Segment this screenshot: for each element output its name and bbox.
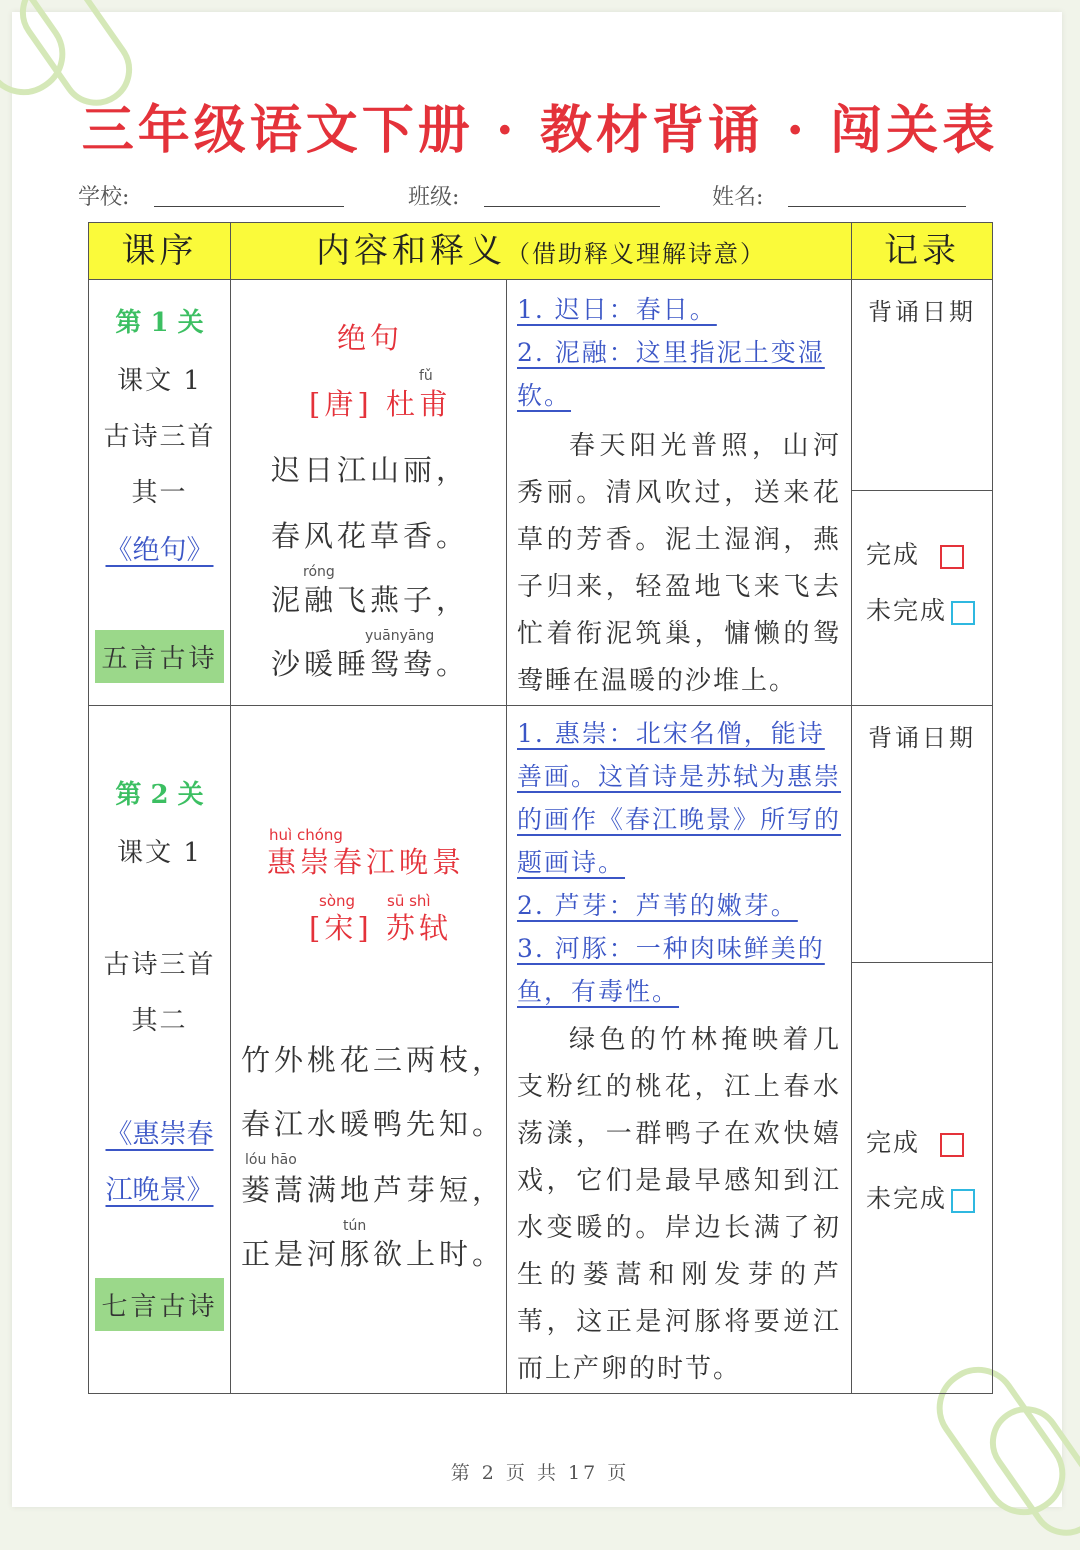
poem-cell-1 bbox=[231, 280, 507, 706]
line-pinyin: lóu hāo bbox=[245, 1152, 297, 1168]
author-pinyin: fǔ bbox=[419, 368, 433, 384]
poem-line: 迟日江山丽， bbox=[271, 453, 470, 487]
note-item: 2. 泥融：这里指泥土变湿软。 bbox=[517, 338, 825, 410]
poem-type-badge: 五言古诗 bbox=[95, 630, 223, 683]
name-field[interactable] bbox=[788, 206, 966, 207]
school-label: 学校: bbox=[78, 185, 130, 210]
group-label: 古诗三首 bbox=[103, 422, 216, 452]
checkbox-square[interactable] bbox=[940, 545, 964, 569]
poem-author: [宋] 苏轼 bbox=[309, 911, 452, 945]
level-label: 第 2 关 bbox=[115, 780, 204, 810]
line-pinyin: róng bbox=[303, 564, 335, 580]
poem-link[interactable]: 《绝句》 bbox=[105, 535, 214, 566]
page-number: 第 2 页 共 17 页 bbox=[450, 1462, 630, 1484]
recite-date-label: 背诵日期 bbox=[868, 724, 976, 752]
poem-line: 正是河豚欲上时。 bbox=[241, 1237, 506, 1271]
checkbox-square[interactable] bbox=[940, 1133, 964, 1157]
checkbox-square[interactable] bbox=[951, 1189, 975, 1213]
done-checkbox[interactable]: 完成 bbox=[866, 535, 992, 571]
record-cell-1 bbox=[852, 280, 993, 706]
lesson-label: 课文 1 bbox=[117, 366, 202, 396]
line-pinyin: yuānyāng bbox=[365, 628, 435, 644]
not-done-checkbox[interactable]: 未完成 bbox=[866, 1179, 992, 1215]
translation-text: 春天阳光普照，山河秀丽。清风吹过，送来花草的芳香。泥土湿润，燕子归来，轻盈地飞来飞去忙着衔泥筑巢，慵懒的鸳鸯睡在温暖的沙堆上。 bbox=[517, 431, 841, 696]
note-item: 1. 迟日：春日。 bbox=[517, 295, 717, 324]
note-item: 1. 惠崇：北宋名僧，能诗善画。这首诗是苏轼为惠崇的画作《春江晚景》所写的题画诗。 bbox=[517, 719, 842, 877]
lesson-label: 课文 1 bbox=[117, 838, 202, 868]
poem-type-badge: 七言古诗 bbox=[95, 1278, 223, 1331]
poem-cell-2 bbox=[231, 706, 507, 1394]
poem-link[interactable]: 《惠崇春 bbox=[105, 1119, 214, 1150]
class-field[interactable] bbox=[484, 206, 660, 207]
level-label: 第 1 关 bbox=[115, 308, 204, 338]
recite-date-label: 背诵日期 bbox=[868, 298, 976, 326]
poem-author: [唐] 杜甫 bbox=[309, 387, 452, 421]
table-row bbox=[89, 280, 993, 706]
seq-cell-1 bbox=[89, 280, 231, 706]
poem-title: 绝句 bbox=[337, 321, 404, 355]
class-label: 班级: bbox=[408, 185, 460, 210]
poem-line: 沙暖睡鸳鸯。 bbox=[271, 647, 470, 681]
page-title: 三年级语文下册 · 教材背诵 · 闯关表 bbox=[81, 100, 999, 161]
author-pinyin: sòng bbox=[319, 892, 356, 910]
header-content-label: 内容和释义 bbox=[316, 231, 506, 271]
record-cell-2 bbox=[852, 706, 993, 1394]
student-info-row bbox=[78, 180, 978, 210]
which-label: 其一 bbox=[131, 478, 188, 508]
checkbox-square[interactable] bbox=[951, 601, 975, 625]
school-field[interactable] bbox=[154, 206, 344, 207]
poem-line: 竹外桃花三两枝， bbox=[241, 1043, 506, 1077]
title-pinyin: huì chóng bbox=[269, 826, 343, 844]
note-item: 3. 河豚：一种肉味鲜美的鱼，有毒性。 bbox=[517, 934, 825, 1006]
poem-line: 春江水暖鸭先知。 bbox=[241, 1107, 506, 1141]
header-seq: 课序 bbox=[89, 223, 231, 280]
translation-text: 绿色的竹林掩映着几支粉红的桃花，江上春水荡漾，一群鸭子在欢快嬉戏，它们是最早感知到江水变暖的。岸边长满了初生的蒌蒿和刚发芽的芦苇，这正是河豚将要逆江而上产卵的时节。 bbox=[517, 1025, 841, 1384]
author-pinyin: sū shì bbox=[387, 892, 431, 910]
notes-cell-1 bbox=[507, 280, 852, 706]
header-content bbox=[231, 223, 852, 280]
table-row bbox=[89, 706, 993, 1394]
line-pinyin: tún bbox=[343, 1218, 367, 1234]
poem-line: 春风花草香。 bbox=[271, 519, 470, 553]
poem-line: 泥融飞燕子， bbox=[271, 583, 470, 617]
which-label: 其二 bbox=[131, 1006, 188, 1036]
poem-title: 惠崇春江晚景 bbox=[267, 845, 466, 879]
not-done-checkbox[interactable]: 未完成 bbox=[866, 591, 992, 627]
header-record: 记录 bbox=[852, 223, 993, 280]
seq-cell-2 bbox=[89, 706, 231, 1394]
group-label: 古诗三首 bbox=[103, 950, 216, 980]
name-label: 姓名: bbox=[712, 185, 764, 210]
poem-link[interactable]: 江晚景》 bbox=[105, 1175, 214, 1206]
note-item: 2. 芦芽：芦苇的嫩芽。 bbox=[517, 891, 798, 920]
header-content-sub: （借助释义理解诗意） bbox=[506, 240, 766, 268]
poem-line: 蒌蒿满地芦芽短， bbox=[241, 1173, 506, 1207]
table-header-row bbox=[89, 223, 993, 280]
recitation-table bbox=[88, 222, 993, 1394]
notes-cell-2 bbox=[507, 706, 852, 1394]
done-checkbox[interactable]: 完成 bbox=[866, 1123, 992, 1159]
